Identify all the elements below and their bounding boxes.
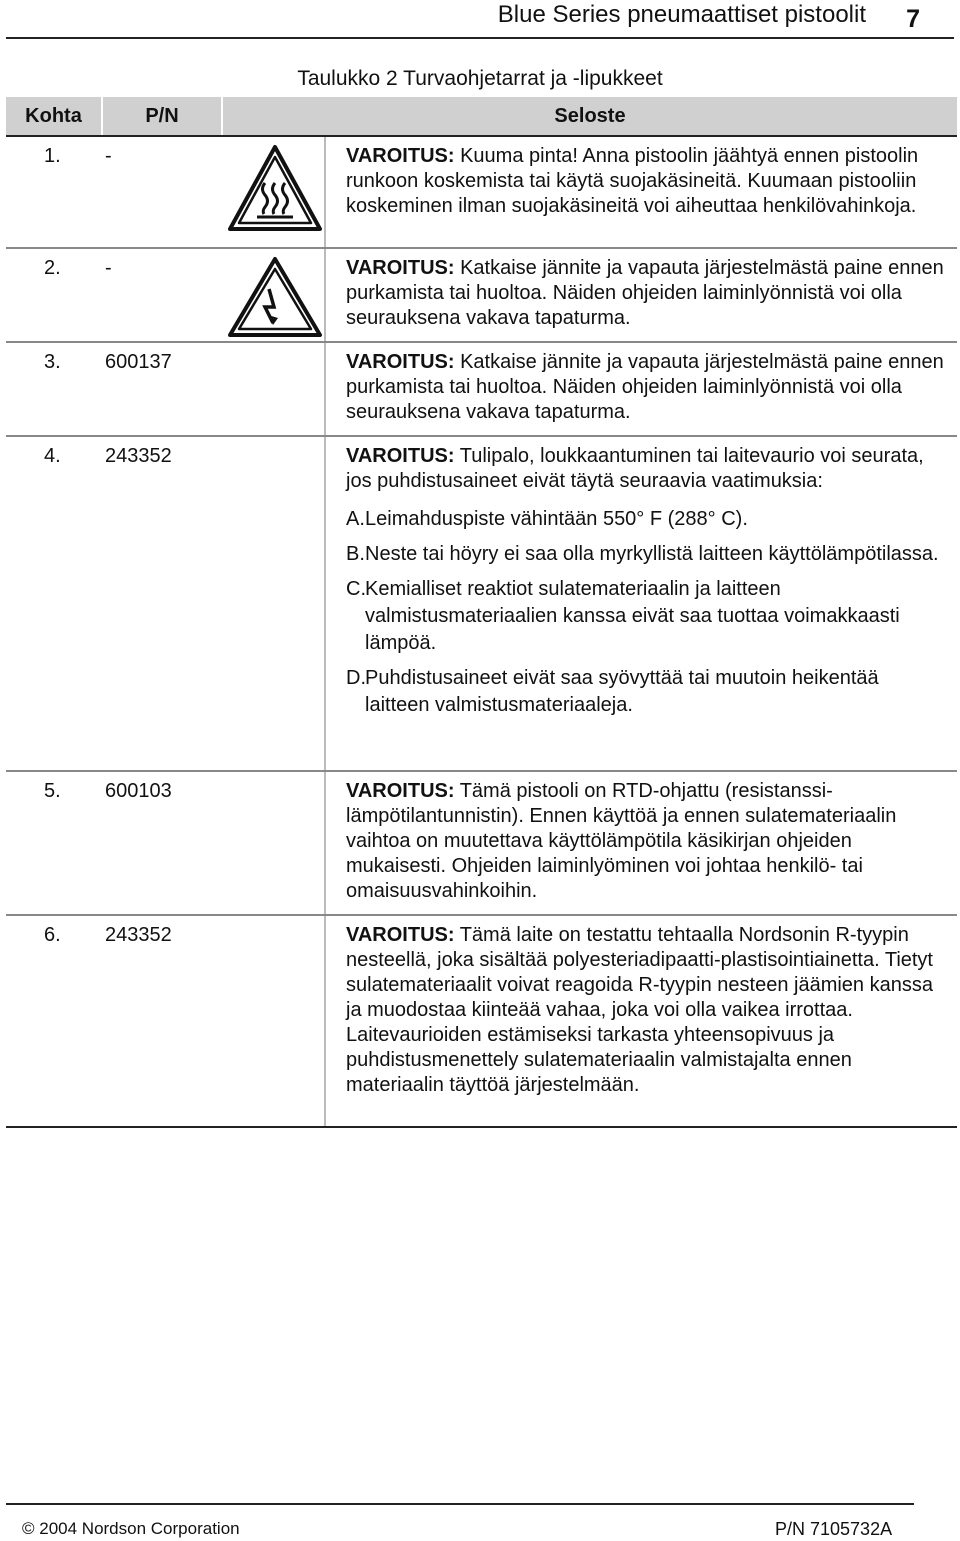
header-title: Blue Series pneumaattiset pistoolit (497, 1, 866, 28)
footer-part-number: P/N 7105732A (775, 1519, 893, 1539)
row-icon-cell (222, 771, 325, 915)
row-icon-cell (222, 436, 325, 771)
safety-labels-table (6, 97, 957, 1128)
electric-shock-warning-icon (227, 255, 323, 339)
row-description (325, 136, 957, 248)
row-description (325, 915, 957, 1127)
warning-keyword: VAROITUS: (346, 445, 455, 467)
row-icon-cell (222, 248, 325, 342)
list-item-letter: A. (346, 508, 365, 530)
list-item (346, 576, 947, 657)
row-number: 5. (6, 771, 102, 915)
row-part-number: 600137 (102, 342, 222, 436)
column-header-seloste: Seloste (222, 97, 957, 136)
footer-rule (6, 1503, 914, 1505)
row-description (325, 342, 957, 436)
row-number: 1. (6, 136, 102, 248)
row-description (325, 248, 957, 342)
table-row (6, 915, 957, 1127)
warning-text: Kuuma pinta! Anna pistoolin jäähtyä ennen pistoolin runkoon koskemista tai käytä suojakäsineitä. Kuumaan pistooliin koskeminen ilman suojakäsineitä voi aiheuttaa henkilövahinkoja. (346, 145, 919, 217)
row-part-number: - (102, 136, 222, 248)
row-number: 6. (6, 915, 102, 1127)
column-header-kohta: Kohta (6, 97, 102, 136)
row-icon-cell (222, 915, 325, 1127)
warning-text: Tämä laite on testattu tehtaalla Nordsonin R-tyypin nesteellä, joka sisältää polyesteriadipaatti-plastisointiainetta. Tietyt sulatemateriaalit voivat reagoida R-tyypin nesteen jäämien kanssa ja muodostaa kiinteää vahaa, joka voi olla vaikea irrottaa. Laitevaurioiden estämiseksi tarkasta yhteensopivuus ja puhdistusmenettely sulatemateriaalin valmistajalta ennen materiaalin täyttöä järjestelmään. (346, 924, 933, 1096)
warning-keyword: VAROITUS: (346, 351, 455, 373)
footer-copyright: © 2004 Nordson Corporation (22, 1519, 240, 1538)
row-description (325, 771, 957, 915)
warning-keyword: VAROITUS: (346, 257, 455, 279)
list-item (346, 506, 947, 533)
row-part-number: - (102, 248, 222, 342)
list-item-text: Puhdistusaineet eivät saa syövyttää tai muutoin heikentää laitteen valmistusmateriaaleja. (365, 667, 879, 716)
warning-keyword: VAROITUS: (346, 924, 455, 946)
row-number: 3. (6, 342, 102, 436)
table-row (6, 248, 957, 342)
row-number: 2. (6, 248, 102, 342)
hot-surface-warning-icon (227, 143, 323, 235)
table-header-row (6, 97, 957, 136)
warning-text: Katkaise jännite ja vapauta järjestelmästä paine ennen purkamista tai huoltoa. Näiden ohjeiden laiminlyönnistä voi olla seurauksena vakava tapaturma. (346, 257, 944, 329)
row-part-number: 600103 (102, 771, 222, 915)
row-description (325, 436, 957, 771)
list-item-letter: C. (346, 578, 366, 600)
list-item-text: Kemialliset reaktiot sulatemateriaalin ja laitteen valmistusmateriaalien kanssa eivät saa tuottaa voimakkaasti lämpöä. (365, 578, 900, 654)
list-item (346, 541, 947, 568)
row-icon-cell (222, 136, 325, 248)
table-row (6, 771, 957, 915)
warning-text: Tulipalo, loukkaantuminen tai laitevaurio voi seurata, jos puhdistusaineet eivät täytä seuraavia vaatimuksia: (346, 445, 924, 492)
header-rule (6, 37, 954, 39)
list-item-text: Neste tai höyry ei saa olla myrkyllistä laitteen käyttölämpötilassa. (365, 543, 939, 565)
list-item-letter: D. (346, 667, 366, 689)
list-item-letter: B. (346, 543, 365, 565)
row-part-number: 243352 (102, 436, 222, 771)
table-caption: Taulukko 2 Turvaohjetarrat ja -lipukkeet (297, 67, 663, 90)
requirements-list (346, 506, 947, 719)
list-item-text: Leimahduspiste vähintään 550° F (288° C). (365, 508, 748, 530)
warning-keyword: VAROITUS: (346, 780, 455, 802)
page-number: 7 (906, 5, 920, 33)
list-item (346, 665, 947, 719)
row-icon-cell (222, 342, 325, 436)
row-number: 4. (6, 436, 102, 771)
column-header-pn: P/N (102, 97, 222, 136)
table-row (6, 136, 957, 248)
table-row (6, 342, 957, 436)
table-row (6, 436, 957, 771)
warning-text: Katkaise jännite ja vapauta järjestelmästä paine ennen purkamista tai huoltoa. Näiden ohjeiden laiminlyönnistä voi olla seurauksena vakava tapaturma. (346, 351, 944, 423)
warning-keyword: VAROITUS: (346, 145, 455, 167)
row-part-number: 243352 (102, 915, 222, 1127)
warning-text: Tämä pistooli on RTD-ohjattu (resistanssi-lämpötilantunnistin). Ennen käyttöä ja ennen sulatemateriaalin vaihtoa on muutettava käyttölämpötila käsikirjan ohjeiden mukaisesti. Ohjeiden laiminlyöminen voi johtaa henkilö- tai omaisuusvahinkoihin. (346, 780, 897, 902)
